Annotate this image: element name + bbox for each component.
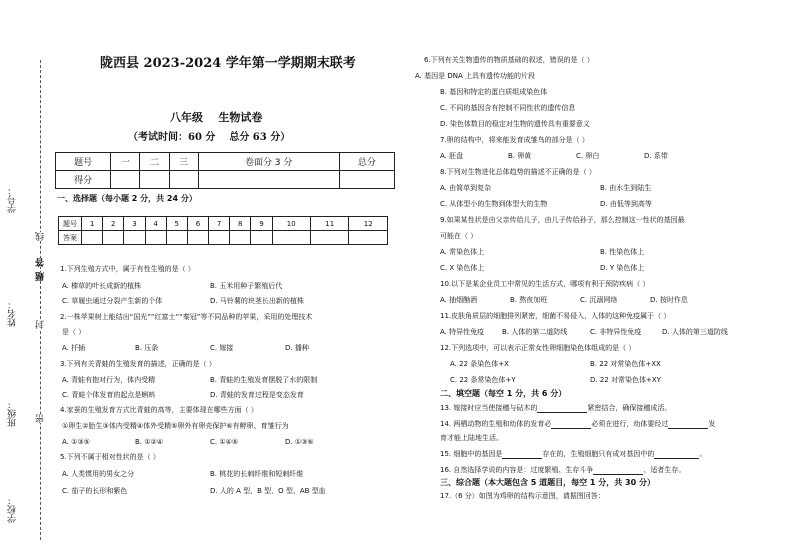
answer-cell[interactable] (209, 231, 230, 245)
question-14 (440, 420, 715, 429)
question-8: 8.下列对生物进化总体趋势的描述不正确的是（ ） (440, 168, 596, 176)
answer-cell[interactable] (251, 231, 272, 245)
q6-option-b: B. 基因和特定的蛋白质组成染色体 (440, 88, 548, 96)
score-input-cell[interactable] (339, 171, 394, 189)
section2-heading: 二、填空题（每空 1 分，共 6 分） (440, 389, 567, 398)
answer-cell[interactable] (103, 231, 124, 245)
q14-text-b: 必须在进行，幼体要经过 (591, 420, 669, 428)
question-6: 6.下列有关生物遗传的物质基础的叙述，错误的是（ ） (424, 56, 594, 64)
question-15 (440, 450, 706, 459)
q16-blank[interactable] (593, 466, 643, 475)
answer-grid-header: 8 (230, 217, 251, 231)
q16-text-a: 16. 自然选择学说的内容是：过度繁殖、生存斗争 (440, 466, 594, 474)
q15-blank-2[interactable] (654, 450, 699, 459)
question-2: 2.一株苹果树上能结出“国光”“红富士”“秦冠”等不同品种的苹果，采用的处理技术 (60, 313, 313, 321)
q2-option-c: C. 嫁接 (210, 344, 234, 352)
student-number-label: 学号： (8, 186, 18, 213)
q4-option-c: C. ①④⑤ (210, 438, 239, 446)
answer-cell[interactable] (82, 231, 103, 245)
score-header-cell: 题号 (56, 153, 111, 171)
answer-cell[interactable] (310, 231, 348, 245)
q16-text-b: 、适者生存。 (643, 466, 686, 474)
q9-option-b: B. 性染色体上 (600, 248, 645, 256)
seal-char-secret: 密 (36, 414, 46, 423)
q3-option-d: D. 青蛙的发育过程是变态发育 (210, 391, 304, 399)
q11-option-b: B. 人体的第二道防线 (502, 328, 568, 336)
q4-option-d: D. ①③⑥ (285, 438, 314, 446)
exam-subtitle: 八年级 生物试卷 (170, 111, 263, 124)
q15-text-b: 存在的，生殖细胞只有成对基因中的 (542, 450, 655, 458)
q5-option-b: B. 桃花的长刺纤维和短刺纤维 (210, 470, 304, 478)
q4-option-a: A. ①③⑤ (62, 438, 90, 446)
answer-grid-header: 10 (272, 217, 310, 231)
question-11: 11.皮肤角质层的细胞排列紧密，细菌不易侵入，人体的这种免疫属于（ ） (440, 312, 671, 320)
q7-option-a: A. 胚盘 (440, 152, 464, 160)
exam-title: 陇西县 2023-2024 学年第一学期期末联考 (100, 56, 356, 71)
q13-text-b: 紧密结合，确保接穗成活。 (587, 404, 672, 412)
answer-cell[interactable] (349, 231, 388, 245)
q10-option-b: B. 熬夜加班 (510, 296, 548, 304)
answer-grid-header: 3 (124, 217, 145, 231)
class-label: 班级： (8, 400, 18, 427)
seal-char-line: 线 (36, 232, 46, 241)
answer-cell[interactable] (272, 231, 310, 245)
q5-option-d: D. 人的 A 型、B 型、O 型、AB 型血 (210, 487, 326, 495)
question-9: 9.如果某性状是由父亲传给儿子，由儿子传给孙子，那么控制这一性状的基因最 (440, 216, 685, 224)
answer-grid-header: 题号 (59, 217, 82, 231)
q6-option-d: D. 染色体数目的稳定对生物的遗传具有重要意义 (440, 120, 590, 128)
q1-option-a: A. 榛草的叶长成新的植株 (62, 282, 142, 290)
q15-text-c: 。 (699, 450, 707, 458)
score-input-cell[interactable] (140, 171, 169, 189)
q9-option-c: C. X 染色体上 (440, 264, 485, 272)
answer-grid-label: 答案 (59, 231, 82, 245)
q11-option-a: A. 特异性免疫 (440, 328, 485, 336)
q1-option-d: D. 马铃薯的块茎长出新的植株 (210, 297, 304, 305)
q9-option-d: D. Y 染色体上 (600, 264, 645, 272)
seal-dashed-line (40, 60, 41, 540)
answer-grid-header: 5 (166, 217, 187, 231)
q10-option-c: C. 沉溺网络 (580, 296, 618, 304)
answer-grid-header: 7 (209, 217, 230, 231)
school-label: 学校： (8, 496, 18, 523)
q8-option-d: D. 由低等到高等 (600, 200, 652, 208)
question-14-cont: 育才能上陆地生活。 (440, 434, 503, 442)
q10-option-d: D. 按时作息 (650, 296, 688, 304)
seal-char-seal: 封 (36, 320, 46, 329)
answer-grid-header: 4 (145, 217, 166, 231)
answer-cell[interactable] (230, 231, 251, 245)
score-header-cell: 一 (111, 153, 140, 171)
q6-option-a: A. 基因是 DNA 上具有遗传功能的片段 (415, 72, 535, 80)
q8-option-a: A. 由简单到复杂 (440, 184, 492, 192)
q15-blank-1[interactable] (502, 450, 542, 459)
answer-grid (58, 216, 388, 245)
score-header-cell: 总分 (339, 153, 394, 171)
q14-blank-2[interactable] (668, 420, 708, 429)
question-7: 7.卵的结构中，将来能发育成雏鸟的部分是（ ） (440, 136, 589, 144)
q1-option-b: B. 玉米用种子繁殖后代 (210, 282, 283, 290)
q3-option-b: B. 青蛙的生殖发育摆脱了水的限制 (210, 376, 318, 384)
q3-option-a: A. 青蛙有抱对行为，体内受精 (62, 376, 156, 384)
score-header-cell: 卷面分 3 分 (198, 153, 339, 171)
question-4-items: ①卵生②胎生③体内受精④体外受精⑤卵外有卵壳保护⑥有孵卵、育雏行为 (62, 422, 289, 430)
q14-blank-1[interactable] (551, 420, 591, 429)
q7-option-b: B. 卵黄 (508, 152, 532, 160)
score-header-cell: 二 (140, 153, 169, 171)
q12-option-c: C. 22 条常染色体+Y (450, 376, 516, 384)
question-4: 4.家蚕的生殖发育方式比青蛙的高等，主要体现在哪些方面（ ） (60, 406, 258, 414)
q13-text-a: 13. 嫁接时应当使接穗与砧木的 (440, 404, 538, 412)
exam-time-info: （考试时间：60 分 总分 63 分） (128, 132, 291, 143)
question-5: 5.下列不属于相对性状的是（ ） (60, 453, 160, 461)
q9-option-a: A. 常染色体上 (440, 248, 485, 256)
answer-grid-header: 6 (187, 217, 208, 231)
q7-option-c: C. 卵白 (576, 152, 600, 160)
answer-grid-header: 12 (349, 217, 388, 231)
answer-grid-header: 9 (251, 217, 272, 231)
q8-option-c: C. 从体型小的生物到体型大的生物 (440, 200, 548, 208)
q12-option-d: D. 22 对常染色体+XY (590, 376, 661, 384)
q8-option-b: B. 由水生到陆生 (600, 184, 652, 192)
warn-char-answer: 答 (36, 258, 46, 267)
score-header-cell: 三 (169, 153, 198, 171)
q11-option-d: D. 人体的第三道防线 (662, 328, 728, 336)
name-label: 姓名： (8, 300, 18, 327)
q4-option-b: B. ①②④ (135, 438, 164, 446)
q14-text-a: 14. 两栖动物的生殖和幼体的发育必 (440, 420, 552, 428)
q3-option-c: C. 青蛙个体发育的起点是蝌蚪 (62, 391, 156, 399)
answer-grid-header: 1 (82, 217, 103, 231)
warn-char-question: 题 (36, 272, 46, 281)
q5-option-a: A. 人类惯用的男女之分 (62, 470, 135, 478)
score-input-cell[interactable] (111, 171, 140, 189)
question-17: 17.（6 分）如图为鸡卵的结构示意图，请据图回答： (440, 492, 605, 500)
score-table (55, 152, 395, 189)
q5-option-c: C. 茄子的长形和紫色 (62, 487, 128, 495)
q14-text-c: 发 (708, 420, 716, 428)
section1-heading: 一、选择题（每小题 2 分，共 24 分） (57, 194, 197, 203)
q7-option-d: D. 系带 (644, 152, 668, 160)
question-13 (440, 404, 671, 413)
question-2-cont: 是（ ） (62, 328, 86, 336)
answer-cell[interactable] (124, 231, 145, 245)
answer-cell[interactable] (187, 231, 208, 245)
question-9-cont: 可能在（ ） (440, 232, 478, 240)
answer-cell[interactable] (166, 231, 187, 245)
q12-option-b: B. 22 对常染色体+XX (590, 360, 661, 368)
section3-heading: 三、综合题（本大题包含 5 道题目，每空 1 分，共 30 分） (440, 478, 655, 487)
question-12: 12.下列选项中，可以表示正常女性卵细胞染色体组成的是（ ） (440, 344, 636, 352)
q13-blank[interactable] (537, 404, 587, 413)
q2-option-a: A. 扦插 (62, 344, 86, 352)
score-row-label: 得分 (56, 171, 111, 189)
q10-option-a: A. 抽烟酗酒 (440, 296, 478, 304)
question-1: 1.下列生殖方式中，属于有性生殖的是（ ） (60, 265, 195, 273)
question-10: 10.以下是某企业员工中常见的生活方式，哪项有利于预防疾病（ ） (440, 280, 650, 288)
q11-option-c: C. 非特异性免疫 (590, 328, 642, 336)
q12-option-a: A. 22 条染色体+X (450, 360, 509, 368)
q1-option-c: C. 草履虫通过分裂产生新的个体 (62, 297, 163, 305)
q15-text-a: 15. 细胞中的基因是 (440, 450, 503, 458)
q2-option-d: D. 播种 (285, 344, 309, 352)
answer-cell[interactable] (145, 231, 166, 245)
question-16 (440, 466, 685, 475)
score-input-cell[interactable] (169, 171, 198, 189)
q2-option-b: B. 压条 (135, 344, 159, 352)
answer-grid-header: 2 (103, 217, 124, 231)
q6-option-c: C. 不同的基因含有控制不同性状的遗传信息 (440, 104, 576, 112)
score-input-cell[interactable] (198, 171, 339, 189)
question-3: 3.下列有关青蛙的生殖发育的描述，正确的是（ ） (60, 360, 216, 368)
answer-grid-header: 11 (310, 217, 348, 231)
